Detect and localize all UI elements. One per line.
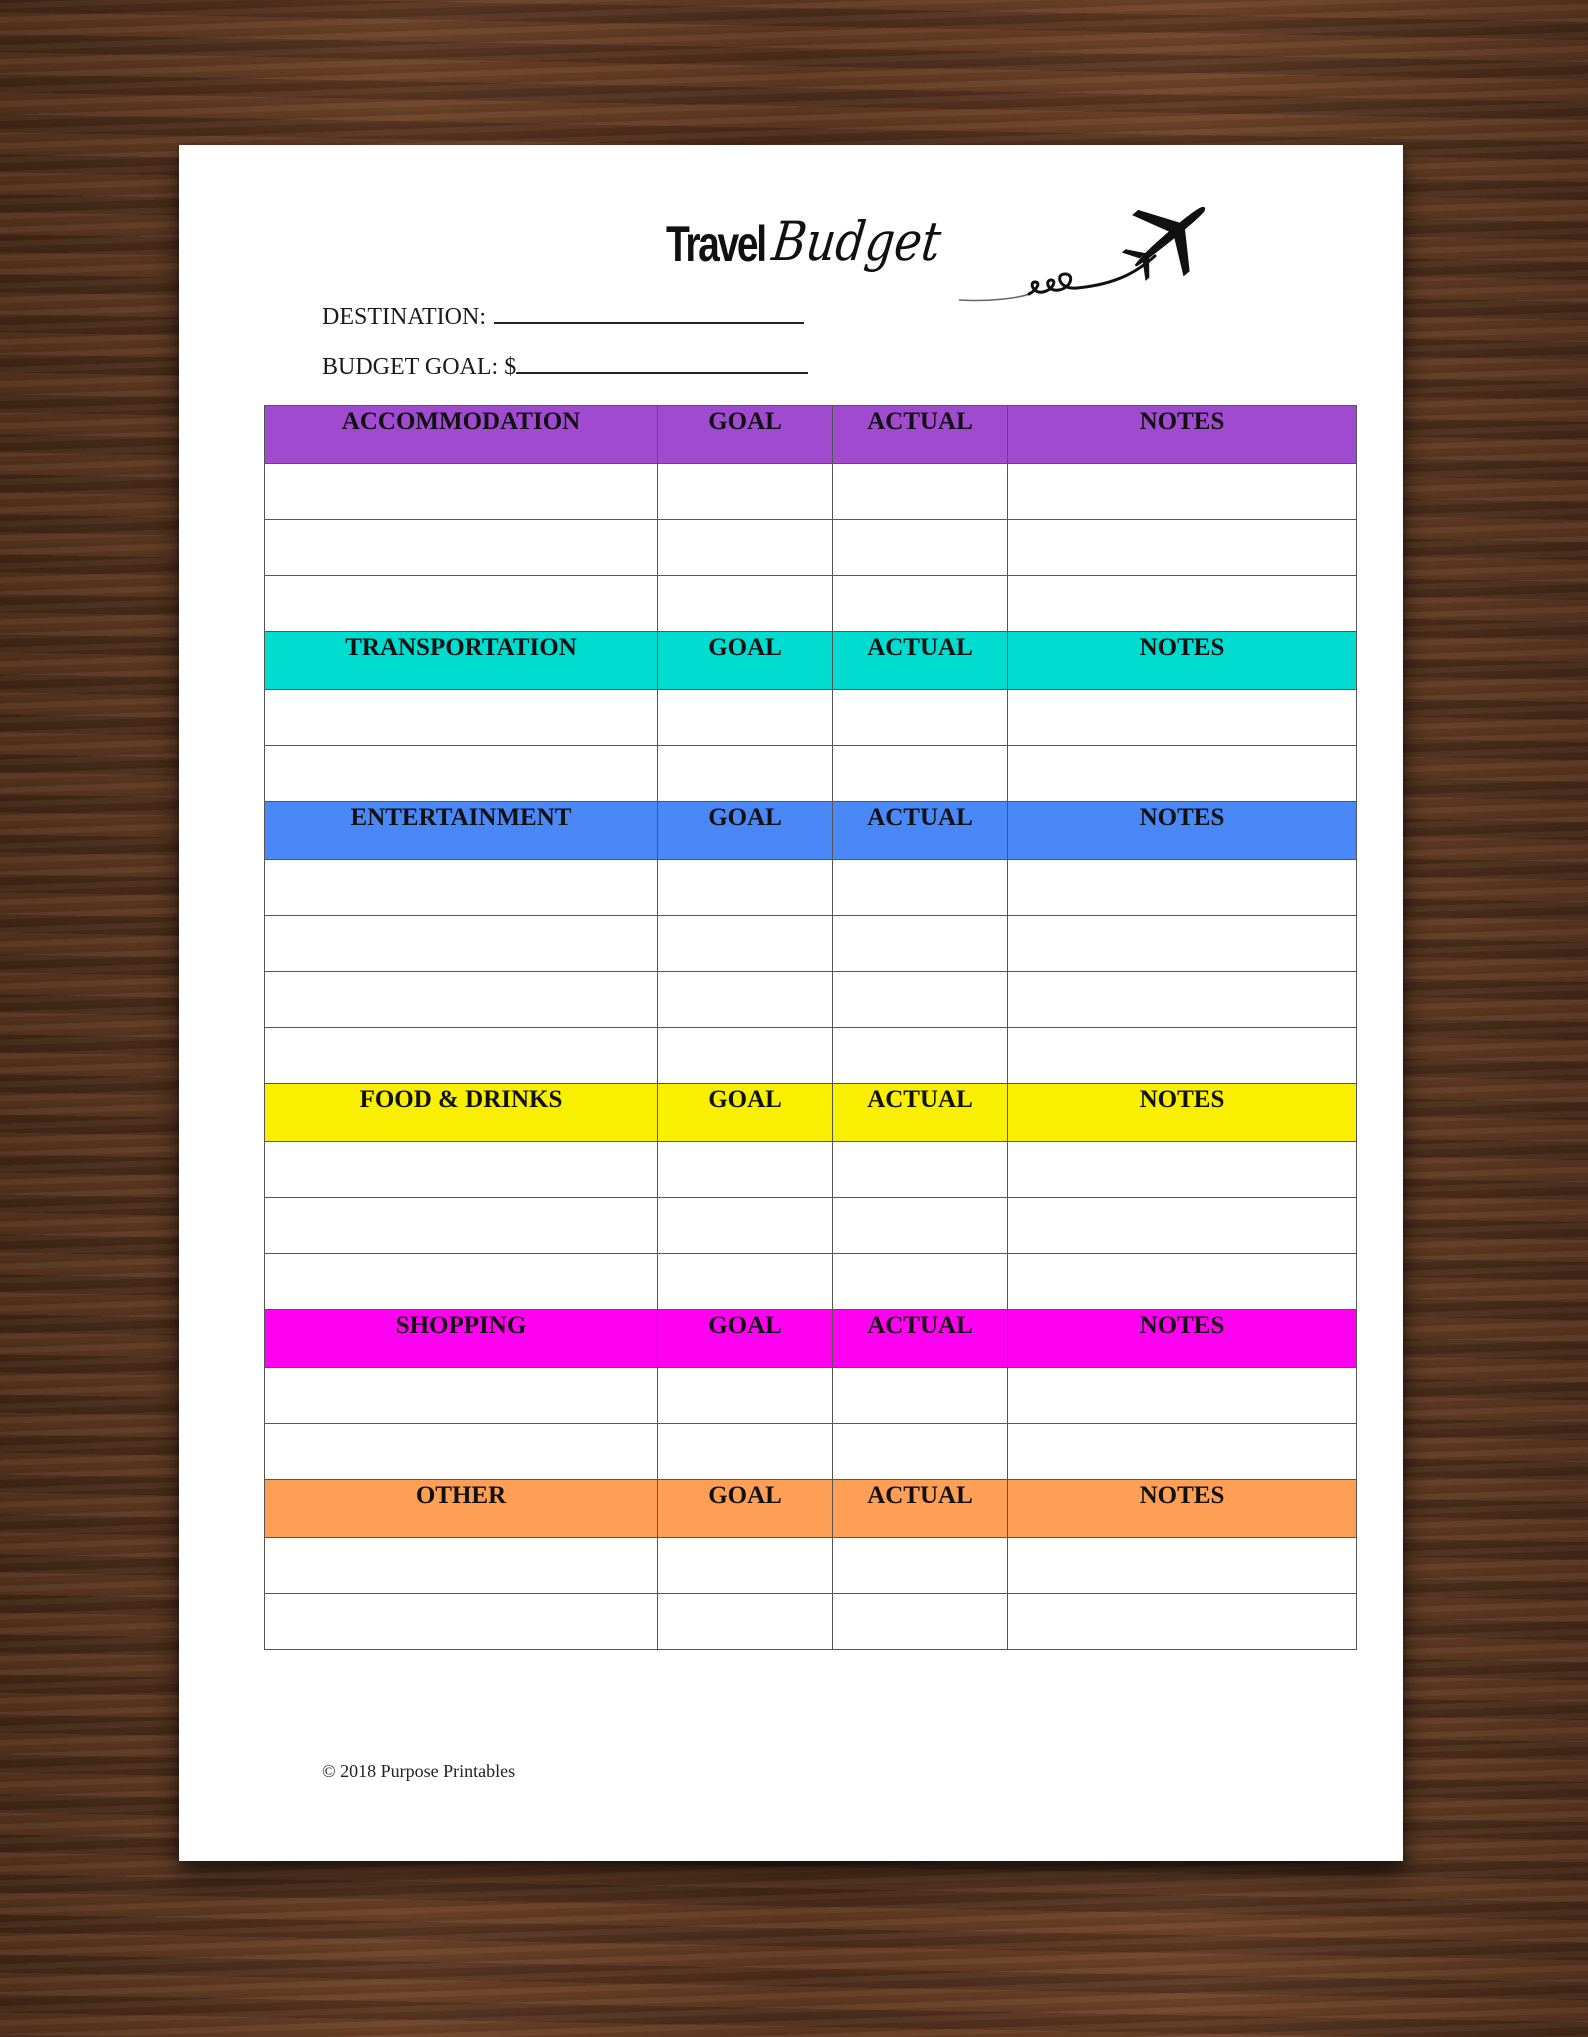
table-row [265,1594,1357,1650]
actual-cell[interactable] [833,1424,1008,1480]
notes-cell[interactable] [1008,1538,1357,1594]
goal-cell[interactable] [658,1594,833,1650]
item-cell[interactable] [265,576,658,632]
notes-cell[interactable] [1008,860,1357,916]
notes-cell[interactable] [1008,576,1357,632]
notes-header: NOTES [1008,1310,1357,1368]
goal-cell[interactable] [658,576,833,632]
table-row [265,972,1357,1028]
actual-cell[interactable] [833,1538,1008,1594]
goal-cell[interactable] [658,916,833,972]
item-cell[interactable] [265,1538,658,1594]
table-row [265,1368,1357,1424]
notes-cell[interactable] [1008,746,1357,802]
goal-header: GOAL [658,1084,833,1142]
goal-cell[interactable] [658,1538,833,1594]
notes-cell[interactable] [1008,1142,1357,1198]
actual-cell[interactable] [833,464,1008,520]
section-name: ACCOMMODATION [265,406,658,464]
notes-cell[interactable] [1008,1198,1357,1254]
notes-cell[interactable] [1008,1368,1357,1424]
goal-cell[interactable] [658,464,833,520]
budget-goal-label: BUDGET GOAL: $ [322,354,517,380]
goal-cell[interactable] [658,746,833,802]
actual-cell[interactable] [833,1368,1008,1424]
destination-label: DESTINATION: [322,304,486,330]
printable-page [179,145,1403,1861]
notes-cell[interactable] [1008,1424,1357,1480]
section-header-row [265,406,1357,464]
item-cell[interactable] [265,464,658,520]
goal-cell[interactable] [658,1028,833,1084]
item-cell[interactable] [265,690,658,746]
airplane-icon [959,190,1259,320]
section-header-row [265,1310,1357,1368]
section-name: TRANSPORTATION [265,632,658,690]
table-row [265,576,1357,632]
actual-cell[interactable] [833,1142,1008,1198]
item-cell[interactable] [265,746,658,802]
notes-header: NOTES [1008,802,1357,860]
table-row [265,1028,1357,1084]
goal-cell[interactable] [658,690,833,746]
item-cell[interactable] [265,1594,658,1650]
copyright-footer: © 2018 Purpose Printables [322,1761,516,1781]
goal-cell[interactable] [658,1142,833,1198]
notes-cell[interactable] [1008,1028,1357,1084]
actual-cell[interactable] [833,916,1008,972]
table-row [265,520,1357,576]
table-row [265,1254,1357,1310]
goal-cell[interactable] [658,520,833,576]
budget-goal-field[interactable] [322,350,808,381]
title-budget: Budget [768,210,944,273]
table-row [265,916,1357,972]
item-cell[interactable] [265,1368,658,1424]
table-row [265,690,1357,746]
actual-header: ACTUAL [833,632,1008,690]
title-travel: Travel [666,216,765,272]
actual-header: ACTUAL [833,1480,1008,1538]
actual-header: ACTUAL [833,802,1008,860]
notes-header: NOTES [1008,632,1357,690]
table-row [265,1142,1357,1198]
actual-header: ACTUAL [833,1310,1008,1368]
actual-cell[interactable] [833,1028,1008,1084]
section-name: SHOPPING [265,1310,658,1368]
goal-cell[interactable] [658,972,833,1028]
goal-cell[interactable] [658,1198,833,1254]
goal-header: GOAL [658,802,833,860]
actual-header: ACTUAL [833,1084,1008,1142]
notes-header: NOTES [1008,1480,1357,1538]
goal-cell[interactable] [658,1368,833,1424]
actual-cell[interactable] [833,972,1008,1028]
notes-header: NOTES [1008,406,1357,464]
item-cell[interactable] [265,1254,658,1310]
goal-cell[interactable] [658,860,833,916]
destination-field[interactable] [322,300,804,331]
table-row [265,1538,1357,1594]
table-row [265,1424,1357,1480]
table-row [265,860,1357,916]
notes-cell[interactable] [1008,690,1357,746]
actual-cell[interactable] [833,1594,1008,1650]
item-cell[interactable] [265,972,658,1028]
section-header-row [265,1084,1357,1142]
budget-goal-blank[interactable] [516,350,808,374]
actual-cell[interactable] [833,576,1008,632]
section-name: ENTERTAINMENT [265,802,658,860]
actual-cell[interactable] [833,860,1008,916]
item-cell[interactable] [265,1424,658,1480]
item-cell[interactable] [265,1198,658,1254]
destination-blank[interactable] [494,300,804,324]
notes-cell[interactable] [1008,464,1357,520]
item-cell[interactable] [265,1142,658,1198]
goal-cell[interactable] [658,1254,833,1310]
section-header-row [265,632,1357,690]
notes-cell[interactable] [1008,1254,1357,1310]
actual-header: ACTUAL [833,406,1008,464]
notes-cell[interactable] [1008,520,1357,576]
section-header-row [265,1480,1357,1538]
table-row [265,746,1357,802]
section-name: OTHER [265,1480,658,1538]
notes-cell[interactable] [1008,972,1357,1028]
goal-header: GOAL [658,406,833,464]
goal-header: GOAL [658,1310,833,1368]
goal-header: GOAL [658,632,833,690]
notes-cell[interactable] [1008,1594,1357,1650]
goal-header: GOAL [658,1480,833,1538]
actual-cell[interactable] [833,520,1008,576]
section-header-row [265,802,1357,860]
actual-cell[interactable] [833,690,1008,746]
budget-table [264,405,1357,1650]
item-cell[interactable] [265,860,658,916]
section-name: FOOD & DRINKS [265,1084,658,1142]
notes-cell[interactable] [1008,916,1357,972]
actual-cell[interactable] [833,1198,1008,1254]
notes-header: NOTES [1008,1084,1357,1142]
table-row [265,464,1357,520]
table-row [265,1198,1357,1254]
goal-cell[interactable] [658,1424,833,1480]
actual-cell[interactable] [833,1254,1008,1310]
actual-cell[interactable] [833,746,1008,802]
item-cell[interactable] [265,916,658,972]
item-cell[interactable] [265,520,658,576]
item-cell[interactable] [265,1028,658,1084]
